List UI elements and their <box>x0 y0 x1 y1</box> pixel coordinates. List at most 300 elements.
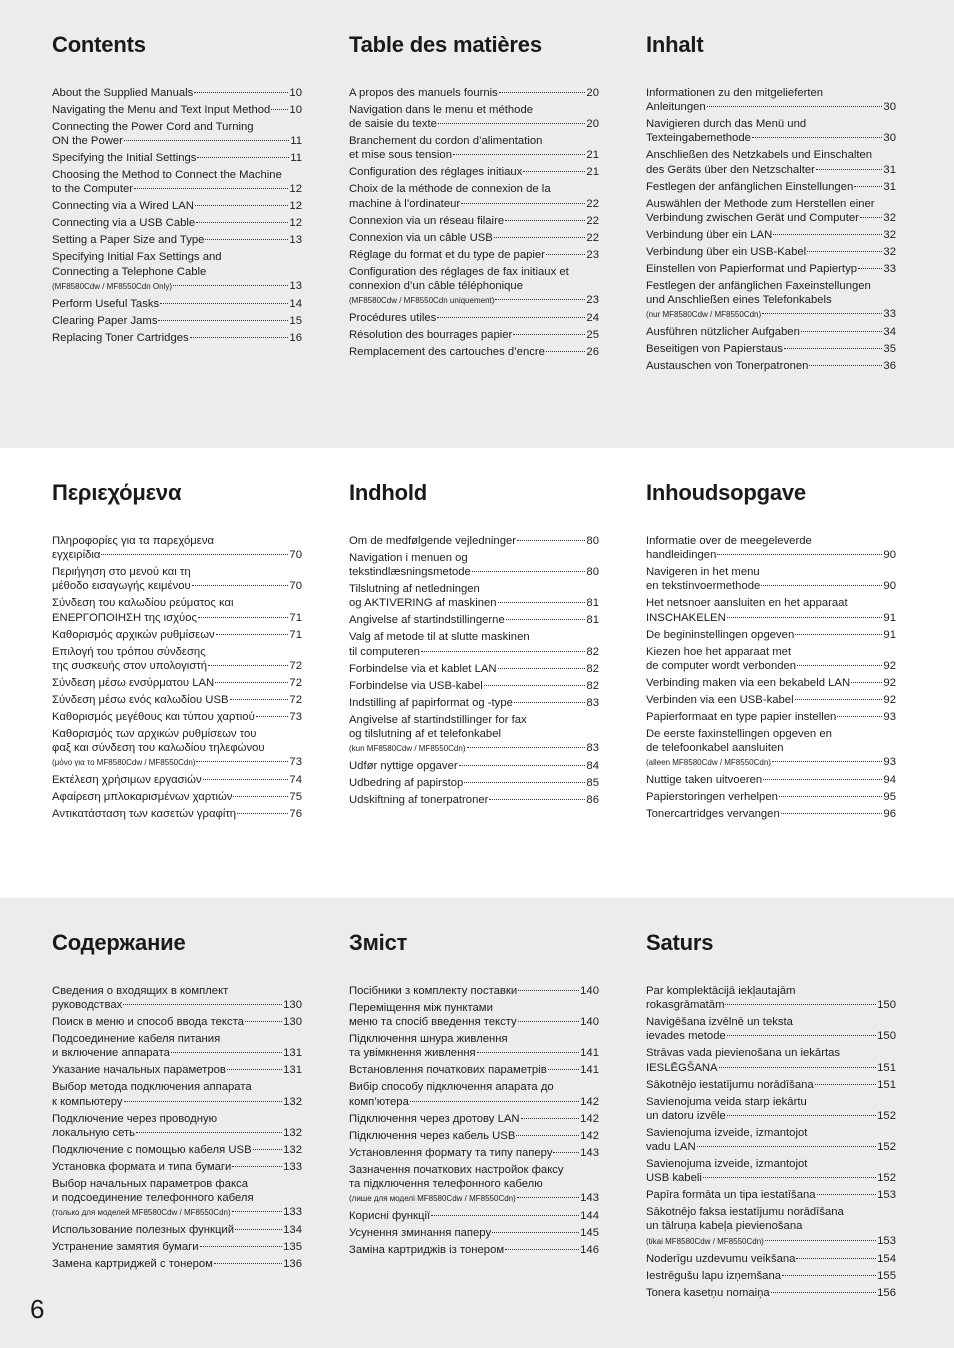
toc-entry[interactable] <box>52 1177 302 1221</box>
toc-entry[interactable] <box>646 197 896 225</box>
toc-entry[interactable] <box>52 1240 302 1254</box>
toc-entry[interactable] <box>646 117 896 145</box>
dot-leader <box>521 1118 580 1119</box>
toc-entry[interactable] <box>349 328 599 342</box>
toc-entry-title: de computer wordt verbonden <box>646 659 797 672</box>
toc-entry[interactable] <box>349 1080 599 1108</box>
toc-entry-page: 12 <box>289 200 302 213</box>
toc-entry-title-line: Choix de la méthode de connexion de la <box>349 183 551 196</box>
section-title: Inhalt <box>646 32 704 57</box>
toc-entry-row <box>52 151 302 165</box>
toc-entry[interactable] <box>349 551 599 579</box>
toc-entry[interactable] <box>349 696 599 710</box>
dot-leader <box>205 239 288 240</box>
toc-entry[interactable] <box>52 314 302 328</box>
toc-entry-title-line: Anschließen des Netzkabels und Einschalten <box>646 149 873 162</box>
dot-leader <box>173 285 288 286</box>
toc-entry-page: 80 <box>586 535 599 547</box>
toc-entry-title: Verbindung über ein USB-Kabel <box>646 245 807 258</box>
toc-entry-title-line: Connecting a Telephone Cable <box>52 265 207 278</box>
toc-entry-row <box>349 679 599 693</box>
toc-entry-row <box>646 228 896 242</box>
toc-entry-row <box>349 984 599 998</box>
dot-leader <box>190 337 289 338</box>
toc-entry[interactable] <box>646 645 896 673</box>
toc-entry[interactable] <box>349 248 599 262</box>
toc-entry-page: 10 <box>289 104 302 116</box>
toc-entry-title: til computeren <box>349 645 420 658</box>
dot-leader <box>514 702 586 703</box>
dot-leader <box>517 1197 579 1198</box>
section-title: Inhoudsopgave <box>646 480 806 505</box>
toc-entry[interactable] <box>52 534 302 562</box>
toc-entry[interactable] <box>349 103 599 131</box>
toc-entry-row <box>349 596 599 610</box>
dot-leader <box>464 782 585 783</box>
toc-entry[interactable] <box>349 265 599 309</box>
toc-entry-title-line: Navigation i menuen og <box>349 552 468 564</box>
toc-entry[interactable] <box>646 180 896 194</box>
toc-entry[interactable] <box>646 86 896 114</box>
toc-entry[interactable] <box>646 342 896 356</box>
toc-entry-title-line: Savienojuma izveide, izmantojot <box>646 1126 808 1139</box>
toc-entry[interactable] <box>52 1160 302 1174</box>
toc-entry[interactable] <box>646 1078 896 1092</box>
toc-entry[interactable] <box>646 1286 896 1300</box>
toc-entry[interactable] <box>52 790 302 804</box>
toc-entry-row <box>646 693 896 707</box>
toc-entry[interactable] <box>52 1080 302 1108</box>
toc-entry-title: Verbindung zwischen Gerät und Computer <box>646 211 859 224</box>
band-top <box>0 0 954 448</box>
toc-entry-row <box>349 1191 599 1206</box>
toc-entry-title-line: De eerste faxinstellingen opgeven en <box>646 727 832 740</box>
toc-entry-page: 15 <box>289 314 302 327</box>
toc-entry[interactable] <box>349 1243 599 1257</box>
toc-entry-page: 135 <box>283 1241 302 1254</box>
dot-leader <box>438 123 586 124</box>
toc-entry-title: en tekstinvoermethode <box>646 580 761 593</box>
toc-entry[interactable] <box>52 628 302 642</box>
toc-entry-page: 72 <box>289 659 302 672</box>
toc-entry-row <box>52 103 302 117</box>
dot-leader <box>203 779 289 780</box>
dot-leader <box>477 1052 579 1053</box>
toc-entry[interactable] <box>646 1188 896 1202</box>
toc-entry-page: 136 <box>283 1258 302 1271</box>
toc-entry[interactable] <box>349 231 599 245</box>
toc-entry-page: 72 <box>289 676 302 689</box>
toc-entry-title-line: Πληροφορίες για τα παρεχόμενα <box>52 535 215 547</box>
toc-entry-page: 81 <box>586 597 599 610</box>
toc-entry[interactable] <box>646 807 896 821</box>
toc-entry[interactable] <box>52 1063 302 1077</box>
toc-entry[interactable] <box>646 359 896 373</box>
toc-entry[interactable] <box>646 710 896 724</box>
toc-entry-title: Sākotnējo iestatījumu norādīšana <box>646 1078 814 1091</box>
toc-entry[interactable] <box>52 151 302 165</box>
toc-entry[interactable] <box>646 325 896 339</box>
dot-leader <box>484 685 586 686</box>
toc-entry-page: 132 <box>283 1126 302 1139</box>
toc-entry-title: Посібники з комплекту поставки <box>349 985 518 997</box>
toc-entry[interactable] <box>349 613 599 627</box>
toc-entry-page: 154 <box>877 1252 896 1265</box>
toc-entry-page: 81 <box>586 614 599 627</box>
toc-entry[interactable] <box>646 790 896 804</box>
toc-entry-page: 34 <box>883 326 896 339</box>
toc-entry[interactable] <box>349 662 599 676</box>
toc-entry-page: 75 <box>289 791 302 804</box>
dot-leader <box>763 779 882 780</box>
toc-entry-page: 132 <box>283 1143 302 1156</box>
toc-list <box>52 86 302 345</box>
toc-entry[interactable] <box>52 1143 302 1157</box>
toc-entry-title: Beseitigen von Papierstaus <box>646 343 783 356</box>
toc-entry[interactable] <box>349 1209 599 1223</box>
dot-leader <box>136 1132 282 1133</box>
dot-leader <box>553 1152 579 1153</box>
toc-entry[interactable] <box>52 1015 302 1029</box>
toc-entry-page: 13 <box>289 279 302 292</box>
dot-leader <box>232 1166 282 1167</box>
toc-entry-row <box>52 1160 302 1174</box>
toc-entry[interactable] <box>646 245 896 259</box>
toc-entry-page: 142 <box>580 1095 599 1108</box>
toc-entry-page: 22 <box>586 214 599 227</box>
toc-entry-row <box>646 807 896 821</box>
toc-entry[interactable] <box>349 134 599 162</box>
toc-entry-title-line: Σύνδεση του καλωδίου ρεύματος και <box>52 597 234 610</box>
toc-entry[interactable] <box>646 148 896 176</box>
dot-leader <box>516 1135 579 1136</box>
toc-entry[interactable] <box>52 120 302 148</box>
toc-entry-title-line: Navigēšana izvēlnē un teksta <box>646 1016 793 1029</box>
toc-entry[interactable] <box>349 582 599 610</box>
toc-entry[interactable] <box>646 596 896 624</box>
toc-entry-page: 11 <box>290 152 302 165</box>
toc-entry[interactable] <box>349 345 599 359</box>
toc-entry-title: Αφαίρεση μπλοκαρισμένων χαρτιών <box>52 791 233 804</box>
toc-entry[interactable] <box>349 1163 599 1207</box>
toc-entry-page: 152 <box>877 1109 896 1122</box>
dot-leader <box>815 1084 876 1085</box>
toc-entry[interactable] <box>52 773 302 787</box>
toc-entry-row <box>349 1129 599 1143</box>
toc-entry-row <box>646 1029 896 1043</box>
toc-entry-title-line: Kiezen hoe het apparaat met <box>646 645 792 658</box>
toc-entry-title: Clearing Paper Jams <box>52 314 158 327</box>
toc-entry-title: Tonera kasetņu nomaiņa <box>646 1286 770 1299</box>
toc-entry-title: to the Computer <box>52 183 134 196</box>
toc-entry-row <box>349 345 599 359</box>
toc-entry-page: 133 <box>283 1160 302 1173</box>
toc-entry-row <box>646 579 896 593</box>
toc-entry[interactable] <box>349 630 599 658</box>
toc-entry-title-line: Specifying Initial Fax Settings and <box>52 251 222 264</box>
toc-entry[interactable] <box>646 773 896 787</box>
toc-entry[interactable] <box>52 103 302 117</box>
dot-leader <box>765 1240 876 1241</box>
dot-leader <box>858 268 882 269</box>
toc-entry-row <box>646 676 896 690</box>
toc-entry-title-line: connexion d’un câble téléphonique <box>349 279 523 292</box>
toc-entry-row <box>52 216 302 230</box>
dot-leader <box>725 1004 876 1005</box>
toc-entry-page: 90 <box>883 549 896 562</box>
toc-entry[interactable] <box>52 168 302 196</box>
toc-entry-title: к компьютеру <box>52 1095 123 1108</box>
toc-entry-title: Navigating the Menu and Text Input Method <box>52 104 271 116</box>
toc-entry[interactable] <box>349 1226 599 1240</box>
toc-entry[interactable] <box>646 628 896 642</box>
toc-entry[interactable] <box>52 297 302 311</box>
toc-entry[interactable] <box>646 279 896 323</box>
toc-entry[interactable] <box>52 984 302 1012</box>
toc-entry-title: Papierformaat en type papier instellen <box>646 710 837 723</box>
toc-entry-page: 82 <box>586 679 599 692</box>
toc-entry-page: 151 <box>877 1078 896 1091</box>
toc-entry-page: 70 <box>289 549 302 562</box>
toc-entry[interactable] <box>349 793 599 807</box>
toc-entry-title-line: Подсоединение кабеля питания <box>52 1033 221 1046</box>
toc-entry[interactable] <box>349 1146 599 1160</box>
toc-entry[interactable] <box>52 565 302 593</box>
toc-section <box>52 30 302 348</box>
toc-entry-page: 130 <box>283 999 302 1012</box>
toc-entry-row <box>646 245 896 259</box>
toc-entry-row <box>52 676 302 690</box>
toc-entry[interactable] <box>349 1129 599 1143</box>
toc-entry[interactable] <box>646 565 896 593</box>
dot-leader <box>472 571 586 572</box>
toc-section <box>646 30 896 376</box>
toc-entry[interactable] <box>646 228 896 242</box>
toc-entry-row <box>349 248 599 262</box>
dot-leader <box>807 251 882 252</box>
toc-entry[interactable] <box>646 1252 896 1266</box>
toc-entry[interactable] <box>646 1015 896 1043</box>
toc-list <box>349 534 599 807</box>
dot-leader <box>227 1069 282 1070</box>
toc-entry-row <box>349 148 599 162</box>
toc-entry[interactable] <box>349 311 599 325</box>
dot-leader <box>717 554 882 555</box>
toc-entry-title: Підключення через дротову LAN <box>349 1112 520 1125</box>
toc-entry[interactable] <box>349 86 599 100</box>
toc-entry[interactable] <box>349 182 599 210</box>
toc-entry[interactable] <box>52 676 302 690</box>
toc-entry-title: Εκτέλεση χρήσιμων εργασιών <box>52 774 202 787</box>
toc-entry-page: 76 <box>289 808 302 821</box>
toc-entry[interactable] <box>52 216 302 230</box>
toc-list <box>349 984 599 1257</box>
toc-entry[interactable] <box>646 1157 896 1185</box>
toc-entry-page: 74 <box>289 774 302 787</box>
toc-entry[interactable] <box>52 1223 302 1237</box>
toc-entry-page: 30 <box>883 132 896 145</box>
toc-entry-row <box>646 100 896 114</box>
toc-entry[interactable] <box>52 1032 302 1060</box>
toc-entry-row <box>349 1063 599 1077</box>
toc-entry-title: та увімкнення живлення <box>349 1047 476 1060</box>
toc-entry-title: (tikai MF8580Cdw / MF8550Cdn) <box>646 1236 764 1246</box>
toc-entry[interactable] <box>349 713 599 757</box>
section-title: Contents <box>52 32 146 57</box>
toc-entry-title-line: Connecting the Power Cord and Turning <box>52 121 254 133</box>
toc-entry[interactable] <box>52 693 302 707</box>
toc-entry-page: 95 <box>883 791 896 804</box>
toc-entry-page: 33 <box>883 262 896 275</box>
toc-section <box>646 928 896 1303</box>
toc-entry-page: 141 <box>580 1064 599 1077</box>
toc-entry-title: Papīra formāta un tipa iestatīšana <box>646 1189 816 1202</box>
toc-entry[interactable] <box>52 727 302 771</box>
toc-entry[interactable] <box>349 776 599 790</box>
toc-entry-title: Forbindelse via et kablet LAN <box>349 662 497 675</box>
toc-entry-row <box>52 233 302 247</box>
toc-entry-page: 152 <box>877 1141 896 1154</box>
dot-leader <box>523 171 585 172</box>
toc-entry[interactable] <box>349 1001 599 1029</box>
toc-entry-title: de saisie du texte <box>349 118 437 131</box>
toc-entry[interactable] <box>349 165 599 179</box>
toc-entry-title-line: и подсоединение телефонного кабеля <box>52 1192 254 1205</box>
toc-entry-title: Procédures utiles <box>349 312 437 325</box>
toc-entry-page: 73 <box>289 756 302 769</box>
dot-leader <box>453 154 585 155</box>
toc-entry[interactable] <box>52 86 302 100</box>
toc-entry-title: About the Supplied Manuals <box>52 87 194 99</box>
toc-entry-row <box>52 199 302 213</box>
toc-entry[interactable] <box>52 807 302 821</box>
dot-leader <box>171 1052 282 1053</box>
toc-entry[interactable] <box>646 1126 896 1154</box>
toc-entry-page: 31 <box>883 180 896 193</box>
toc-entry-title: handleidingen <box>646 549 717 562</box>
dot-leader <box>707 106 883 107</box>
dot-leader <box>195 205 289 206</box>
toc-entry-row <box>646 342 896 356</box>
toc-entry-row <box>349 1095 599 1109</box>
toc-entry-title-line: Подключение через проводную <box>52 1112 218 1125</box>
toc-entry-page: 12 <box>289 217 302 230</box>
dot-leader <box>215 682 288 683</box>
toc-entry-page: 140 <box>580 1016 599 1029</box>
dot-leader <box>495 299 585 300</box>
toc-entry-row <box>646 163 896 177</box>
toc-entry[interactable] <box>52 596 302 624</box>
toc-entry-row <box>349 1209 599 1223</box>
toc-entry-row <box>646 1234 896 1249</box>
toc-entry-title: Ausführen nützlicher Aufgaben <box>646 326 800 339</box>
toc-entry-row <box>646 1140 896 1154</box>
toc-entry[interactable] <box>349 984 599 998</box>
toc-entry-row <box>646 773 896 787</box>
toc-entry-page: 13 <box>289 234 302 247</box>
toc-entry[interactable] <box>52 1257 302 1271</box>
toc-entry-row <box>52 807 302 821</box>
toc-entry-title-line: Сведения о входящих в комплект <box>52 985 229 997</box>
toc-entry-title-line: Navigieren durch das Menü und <box>646 118 807 131</box>
band-middle <box>0 448 954 898</box>
toc-entry-row <box>52 773 302 787</box>
toc-entry-row <box>52 1095 302 1109</box>
toc-entry-title-line: Επιλογή του τρόπου σύνδεσης <box>52 645 206 658</box>
toc-entry[interactable] <box>52 710 302 724</box>
toc-entry-row <box>52 693 302 707</box>
toc-entry-page: 32 <box>883 211 896 224</box>
toc-entry-title-line: Informatie over de meegeleverde <box>646 535 812 547</box>
dot-leader <box>795 634 882 635</box>
toc-entry-title: Connexion via un câble USB <box>349 231 493 244</box>
toc-entry[interactable] <box>646 1205 896 1249</box>
toc-entry-row <box>52 1240 302 1254</box>
dot-leader <box>797 665 882 666</box>
toc-entry[interactable] <box>52 331 302 345</box>
toc-entry-row <box>52 297 302 311</box>
toc-entry[interactable] <box>349 214 599 228</box>
toc-entry[interactable] <box>646 534 896 562</box>
toc-entry-page: 82 <box>586 645 599 658</box>
toc-entry[interactable] <box>349 1032 599 1060</box>
toc-entry[interactable] <box>52 1112 302 1140</box>
toc-entry-row <box>349 565 599 579</box>
toc-entry-title: Texteingabemethode <box>646 132 751 145</box>
toc-entry-title-line: Зазначення початкових настройок факсу <box>349 1163 564 1176</box>
toc-entry[interactable] <box>646 984 896 1012</box>
toc-entry-row <box>349 231 599 245</box>
toc-entry-title: rokasgrāmatām <box>646 999 725 1012</box>
toc-entry-title: Udbedring af papirstop <box>349 777 464 790</box>
toc-entry-page: 16 <box>289 331 302 344</box>
dot-leader <box>771 1292 876 1293</box>
toc-entry[interactable] <box>646 693 896 707</box>
toc-entry[interactable] <box>646 262 896 276</box>
dot-leader <box>461 203 585 204</box>
toc-entry[interactable] <box>646 1046 896 1074</box>
toc-entry-title: Configuration des réglages initiaux <box>349 166 523 179</box>
dot-leader <box>548 1069 579 1070</box>
toc-entry[interactable] <box>646 1095 896 1123</box>
toc-entry-title: της συσκευής στον υπολογιστή <box>52 659 208 672</box>
dot-leader <box>492 1232 579 1233</box>
toc-entry-row <box>349 696 599 710</box>
toc-entry[interactable] <box>349 759 599 773</box>
toc-entry[interactable] <box>349 1063 599 1077</box>
toc-entry[interactable] <box>646 1269 896 1283</box>
toc-entry[interactable] <box>52 199 302 213</box>
section-title: Зміст <box>349 930 408 955</box>
toc-entry-page: 33 <box>883 308 896 321</box>
dot-leader <box>752 137 883 138</box>
section-title: Содержание <box>52 930 186 955</box>
toc-section <box>349 30 599 362</box>
toc-entry[interactable] <box>349 534 599 548</box>
toc-entry-page: 73 <box>289 710 302 723</box>
toc-entry[interactable] <box>52 250 302 294</box>
toc-entry[interactable] <box>646 676 896 690</box>
dot-leader <box>232 1211 283 1212</box>
toc-entry[interactable] <box>349 679 599 693</box>
toc-entry[interactable] <box>52 645 302 673</box>
toc-entry[interactable] <box>646 727 896 771</box>
toc-entry-row <box>646 131 896 145</box>
toc-entry[interactable] <box>349 1112 599 1126</box>
toc-entry[interactable] <box>52 233 302 247</box>
toc-entry-row <box>646 1171 896 1185</box>
toc-entry-page: 91 <box>883 628 896 641</box>
